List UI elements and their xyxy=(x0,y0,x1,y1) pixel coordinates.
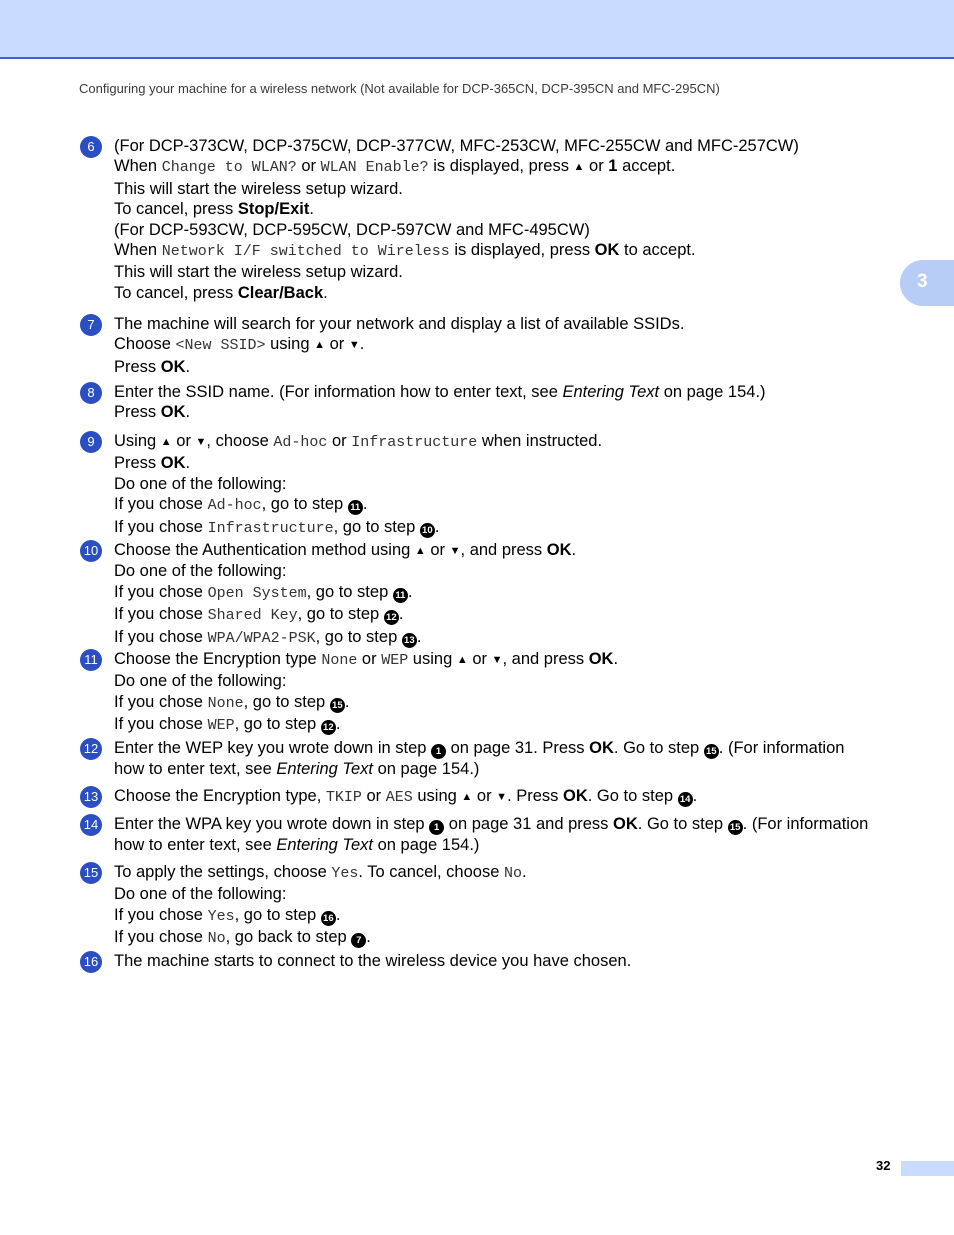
cross-reference: Entering Text xyxy=(276,836,373,854)
up-arrow-icon: ▲ xyxy=(414,545,426,557)
cross-reference: Entering Text xyxy=(276,760,373,778)
down-arrow-icon: ▼ xyxy=(491,654,503,666)
chapter-number: 3 xyxy=(917,271,928,292)
step-ref-badge: 11 xyxy=(393,588,408,603)
step-number-badge: 15 xyxy=(80,862,102,884)
lcd-message: WLAN Enable? xyxy=(320,159,429,177)
step-ref-badge: 11 xyxy=(348,500,363,515)
down-arrow-icon: ▼ xyxy=(496,791,508,803)
cross-reference: Entering Text xyxy=(562,383,660,401)
up-arrow-icon: ▲ xyxy=(456,654,468,666)
step-number-badge: 12 xyxy=(80,738,102,760)
lcd-message: <New SSID> xyxy=(175,337,266,355)
header-band xyxy=(0,0,954,59)
lcd-message: Network I/F switched to Wireless xyxy=(161,243,450,261)
step-ref-badge: 15 xyxy=(728,820,743,835)
step-ref-badge: 12 xyxy=(384,610,399,625)
step-number-badge: 10 xyxy=(80,540,102,562)
step-ref-badge: 1 xyxy=(431,744,446,759)
up-arrow-icon: ▲ xyxy=(461,791,473,803)
down-arrow-icon: ▼ xyxy=(195,436,207,448)
step-ref-badge: 14 xyxy=(678,792,693,807)
step-ref-badge: 7 xyxy=(351,933,366,948)
step-number-badge: 14 xyxy=(80,814,102,836)
step-ref-badge: 12 xyxy=(321,720,336,735)
step-number-badge: 9 xyxy=(80,431,102,453)
key-label: OK xyxy=(594,241,620,260)
footer-band xyxy=(901,1161,954,1176)
step-number-badge: 16 xyxy=(80,951,102,973)
up-arrow-icon: ▲ xyxy=(160,436,172,448)
step-ref-badge: 13 xyxy=(402,633,417,648)
step-ref-badge: 10 xyxy=(420,523,435,538)
running-title: Configuring your machine for a wireless network (Not available for DCP-365CN, DCP-395CN and MFC-295CN) xyxy=(79,81,720,96)
step-number-badge: 8 xyxy=(80,382,102,404)
up-arrow-icon: ▲ xyxy=(314,339,326,352)
step-ref-badge: 16 xyxy=(321,911,336,926)
step-ref-badge: 15 xyxy=(704,744,719,759)
step-6-models-b: (For DCP-593CW, DCP-595CW, DCP-597CW and MFC-495CW) xyxy=(114,220,590,239)
up-arrow-icon: ▲ xyxy=(573,161,585,174)
key-label: Clear/Back xyxy=(237,283,324,302)
down-arrow-icon: ▼ xyxy=(348,339,360,352)
step-number-badge: 6 xyxy=(80,136,102,158)
key-label: 1 xyxy=(608,157,618,176)
step-number-badge: 7 xyxy=(80,314,102,336)
step-6-line-2: When Change to WLAN? or WLAN Enable? is displayed, press ▲ or 1 accept. xyxy=(114,157,676,177)
key-label: Stop/Exit xyxy=(237,200,310,219)
down-arrow-icon: ▼ xyxy=(449,545,461,557)
chapter-tab xyxy=(900,260,954,306)
step-number-badge: 13 xyxy=(80,786,102,808)
lcd-message: Change to WLAN? xyxy=(161,159,297,177)
step-6-models-a: (For DCP-373CW, DCP-375CW, DCP-377CW, MFC-253CW, MFC-255CW and MFC-257CW) xyxy=(114,137,799,155)
step-ref-badge: 15 xyxy=(330,698,345,713)
page-number: 32 xyxy=(876,1158,891,1173)
step-ref-badge: 1 xyxy=(429,820,444,835)
step-number-badge: 11 xyxy=(80,649,102,671)
